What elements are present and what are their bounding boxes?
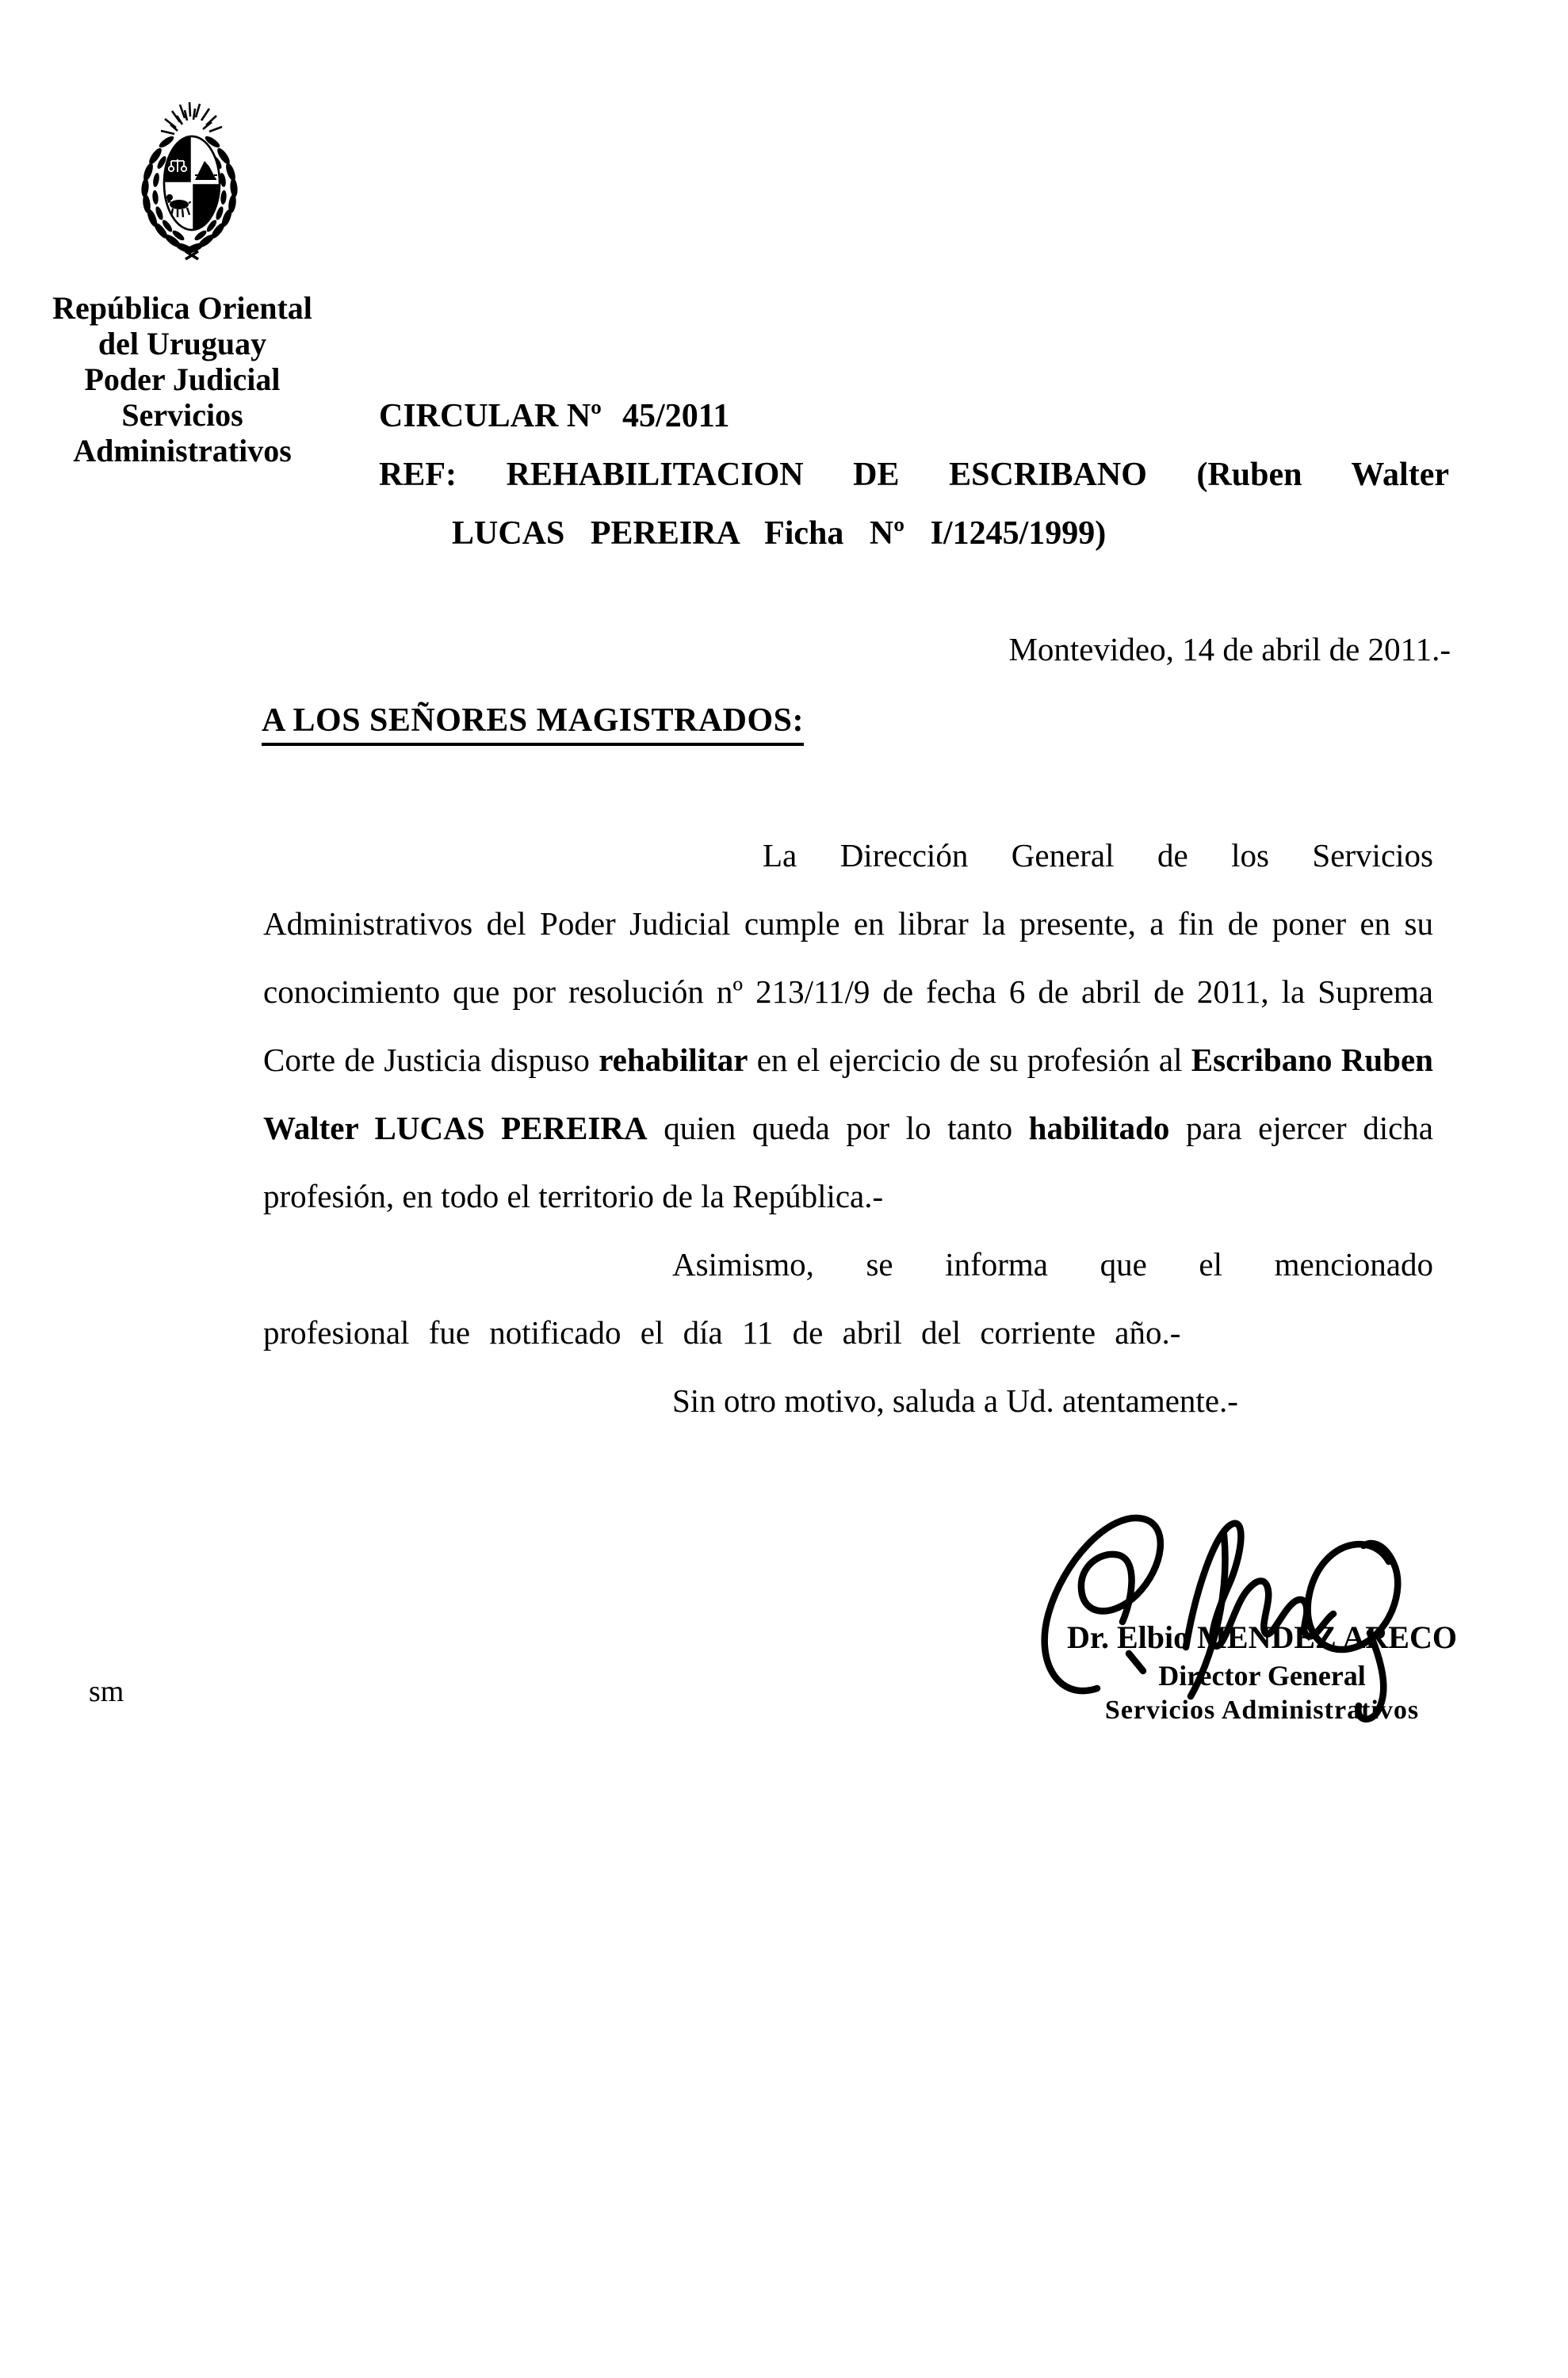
signer-office: Servicios Administrativos: [1104, 1696, 1420, 1725]
letterhead-line: Servicios: [121, 397, 243, 433]
letter-body: [263, 821, 1433, 1435]
circular-number-line: [379, 387, 1449, 445]
letterhead-line: Administrativos: [73, 433, 292, 468]
sun-rays: [161, 102, 222, 134]
circular-label: CIRCULAR Nº: [379, 398, 602, 434]
dateline: Montevideo, 14 de abril de 2011.-: [1008, 631, 1451, 667]
body-paragraph-2: Asimismo, se informa que el mencionado profesional fue notificado el día 11 de abril del corriente año.-: [263, 1246, 1433, 1351]
handwritten-signature: [1027, 1489, 1440, 1726]
uruguay-coat-of-arms-icon: [135, 101, 244, 262]
signer-title: Director General: [1158, 1660, 1366, 1692]
signer-name: Dr. Elbio MENDEZ ARECO: [1067, 1619, 1457, 1655]
letterhead-line: del Uruguay: [98, 326, 267, 361]
circular-number: 45/2011: [622, 398, 730, 434]
letterhead-line: Poder Judicial: [84, 361, 281, 397]
body-paragraph-3: Sin otro motivo, saluda a Ud. atentamente.-: [672, 1382, 1238, 1419]
reference-line: REF: REHABILITACION DE ESCRIBANO (Ruben Walter LUCAS PEREIRA Ficha Nº I/1245/1999): [379, 457, 1449, 552]
addressee-text: A LOS SEÑORES MAGISTRADOS:: [262, 701, 804, 746]
circular-header: [379, 387, 1449, 563]
letterhead-line: República Oriental: [52, 290, 312, 326]
addressee-heading: [262, 701, 804, 746]
typist-initials: sm: [89, 1675, 124, 1708]
body-paragraph-1: La Dirección General de los Servicios Administrativos del Poder Judicial cumple en librar la presente, a fin de poner en su conocimiento que por resolución nº 213/11/9 de fecha 6 de abril de 2011, la Suprema Corte de Justicia dispuso rehabilitar en el ejercicio de su profesión al Escribano Ruben Walter LUCAS PEREIRA quien queda por lo tanto habilitado para ejercer dicha profesión, en todo el territorio de la República.-: [263, 837, 1433, 1214]
letterhead-block: [32, 290, 333, 468]
